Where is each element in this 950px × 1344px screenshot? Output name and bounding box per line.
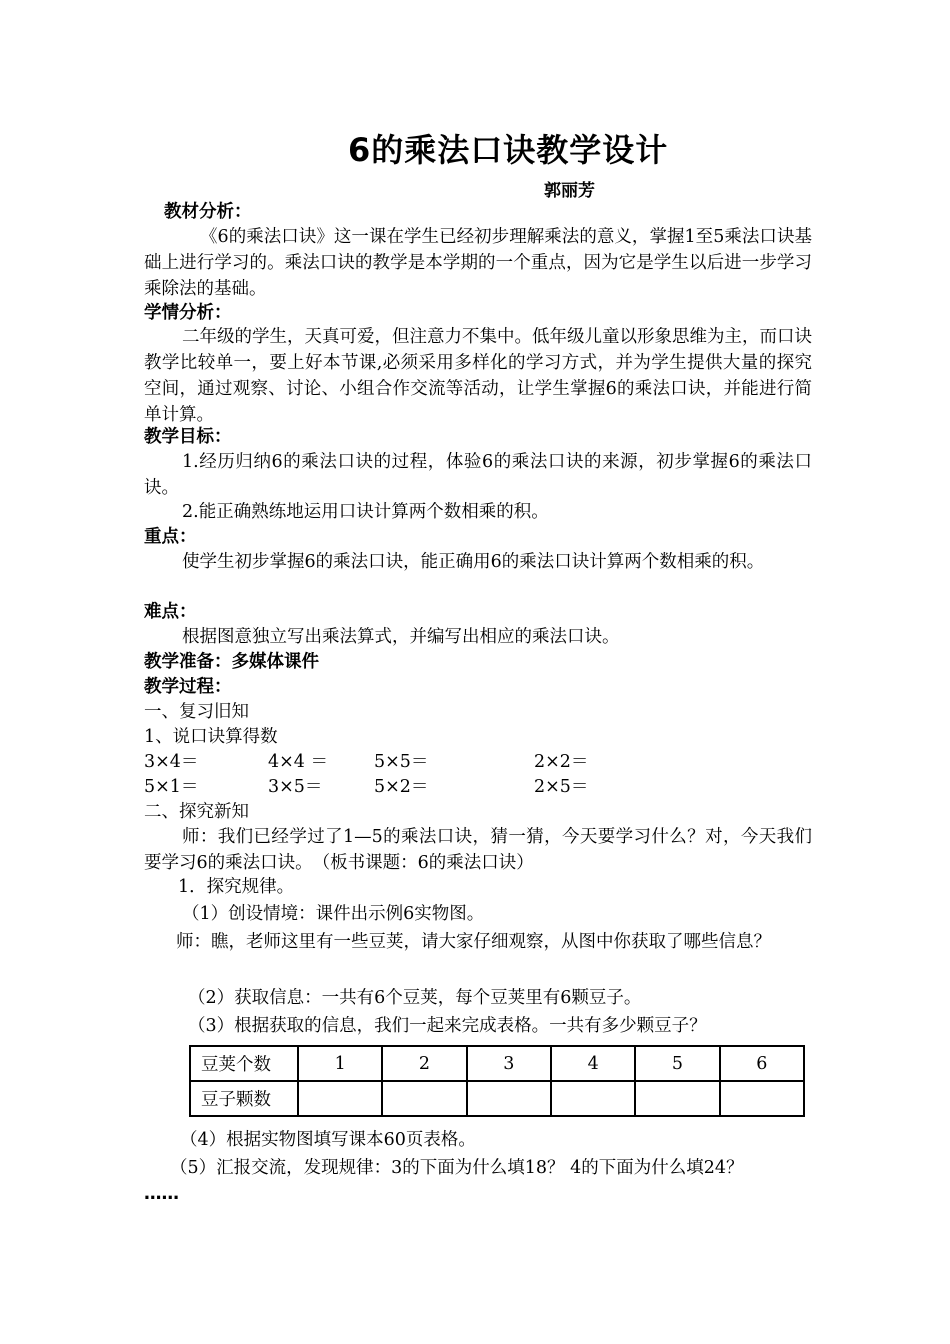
table-cell: 6: [720, 1046, 804, 1081]
table-cell: [467, 1081, 551, 1116]
equation: 5×1＝: [144, 777, 199, 797]
table-cell: [551, 1081, 635, 1116]
table-cell: 5: [635, 1046, 719, 1081]
material-heading: 教材分析：: [164, 202, 252, 222]
part2-heading: 二、探究新知: [144, 802, 249, 822]
table-cell: 3: [467, 1046, 551, 1081]
equation: 5×2＝: [374, 777, 429, 797]
table-cell: [298, 1081, 382, 1116]
step-1-4: （4）根据实物图填写课本60页表格。: [180, 1130, 476, 1150]
ellipsis: ……: [144, 1184, 179, 1204]
teacher-dialogue-1: 师：我们已经学过了1—5的乘法口诀，猜一猜，今天要学习什么？对，今天我们要学习6的乘法口诀。 （板书课题：6的乘法口诀）: [144, 827, 812, 873]
step-1-2: （2）获取信息：一共有6个豆荚，每个豆荚里有6颗豆子。: [188, 988, 642, 1008]
process-heading: 教学过程：: [144, 677, 232, 697]
goal-heading: 教学目标：: [144, 427, 232, 447]
table-cell: 2: [382, 1046, 466, 1081]
equation: 2×2＝: [534, 752, 589, 772]
step-1-5: （5）汇报交流，发现规律：3的下面为什么填18？ 4的下面为什么填24？: [170, 1158, 744, 1178]
equation: 3×4＝: [144, 752, 199, 772]
table-cell: [382, 1081, 466, 1116]
part1-subheading: 1、说口诀算得数: [144, 727, 278, 747]
step-1: 1．探究规律。: [178, 877, 295, 897]
equation: 4×4 ＝: [268, 752, 328, 772]
table-header-cell: 豆荚个数: [190, 1046, 298, 1081]
author-name: 郭丽芳: [544, 181, 595, 201]
step-1-3: （3）根据获取的信息，我们一起来完成表格。一共有多少颗豆子？: [188, 1016, 707, 1036]
table-header-cell: 豆子颗数: [190, 1081, 298, 1116]
table-cell: [635, 1081, 719, 1116]
goal-item-2: 2.能正确熟练地运用口诀计算两个数相乘的积。: [182, 502, 549, 522]
goal-item-1: 1.经历归纳6的乘法口诀的过程，体验6的乘法口诀的来源，初步掌握6的乘法口诀。: [144, 452, 812, 498]
equation: 5×5＝: [374, 752, 429, 772]
table-cell: 4: [551, 1046, 635, 1081]
difficult-heading: 难点：: [144, 602, 197, 622]
learner-paragraph: 二年级的学生，天真可爱，但注意力不集中。低年级儿童以形象思维为主，而口诀教学比较单一，要上好本节课,必须采用多样化的学习方式，并为学生提供大量的探究空间，通过观察、讨论、小组合作交流等活动，让学生掌握6的乘法口诀，并能进行简单计算。: [144, 327, 812, 425]
prep-line: 教学准备：多媒体课件: [144, 652, 319, 672]
bean-table: [189, 1045, 805, 1117]
table-row: [190, 1046, 804, 1081]
difficult-paragraph: 根据图意独立写出乘法算式，并编写出相应的乘法口诀。: [182, 627, 620, 647]
table-row: [190, 1081, 804, 1116]
learner-heading: 学情分析：: [144, 303, 232, 323]
part1-heading: 一、复习旧知: [144, 702, 249, 722]
equation: 3×5＝: [268, 777, 323, 797]
teacher-dialogue-2: 师：瞧，老师这里有一些豆荚，请大家仔细观察，从图中你获取了哪些信息？: [176, 932, 771, 952]
step-1-1: （1）创设情境：课件出示例6实物图。: [182, 904, 485, 924]
table-cell: 1: [298, 1046, 382, 1081]
equation: 2×5＝: [534, 777, 589, 797]
table-cell: [720, 1081, 804, 1116]
material-paragraph: 《6的乘法口诀》这一课在学生已经初步理解乘法的意义，掌握1至5乘法口诀基础上进行学习的。乘法口诀的教学是本学期的一个重点，因为它是学生以后进一步学习乘除法的基础。: [144, 227, 812, 299]
document-title: 6的乘法口诀教学设计: [348, 131, 669, 169]
key-paragraph: 使学生初步掌握6的乘法口诀，能正确用6的乘法口诀计算两个数相乘的积。: [182, 552, 765, 572]
key-heading: 重点：: [144, 527, 197, 547]
